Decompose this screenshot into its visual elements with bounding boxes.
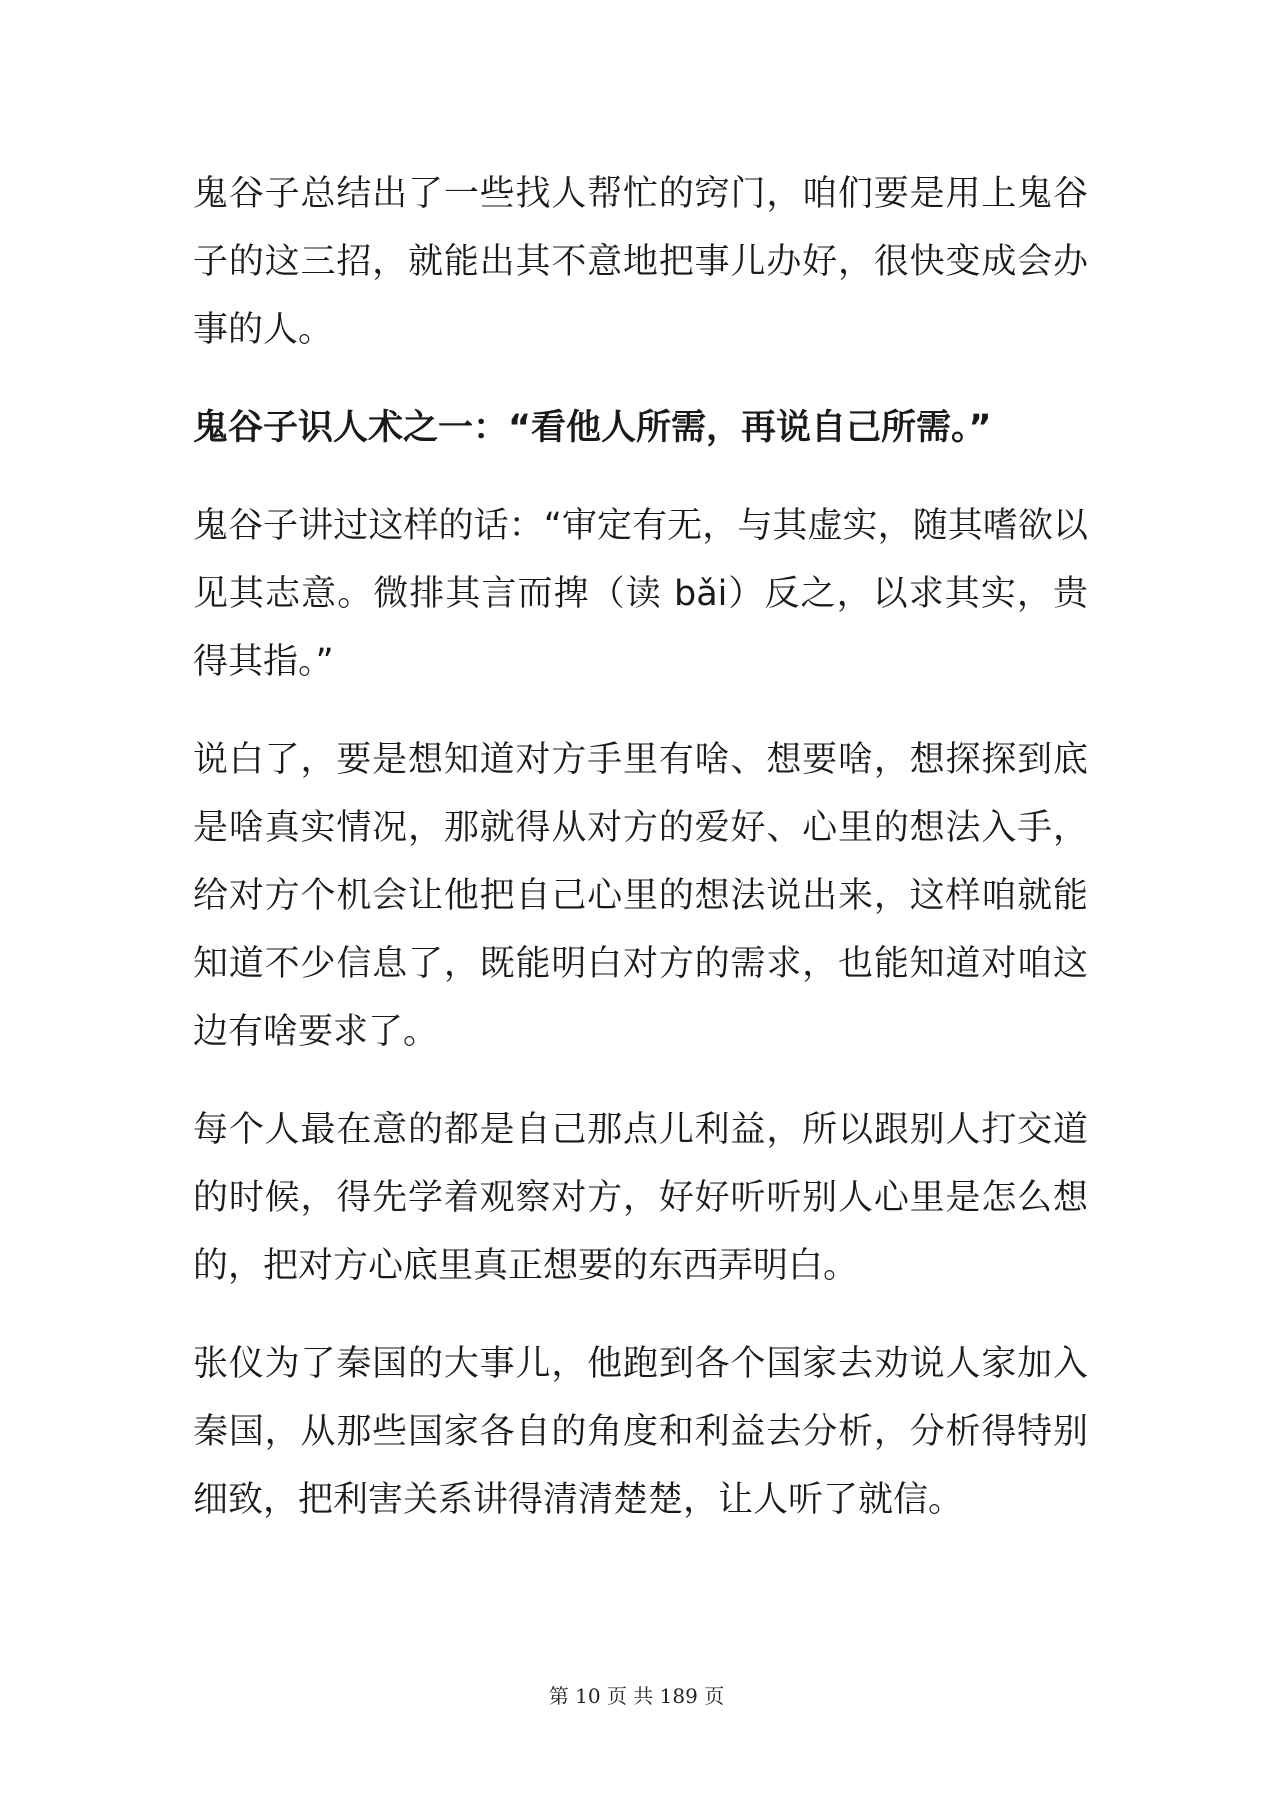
explanation-paragraph: 说白了，要是想知道对方手里有啥、想要啥，想探探到底是啥真实情况，那就得从对方的爱好、心里的想法入手，给对方个机会让他把自己心里的想法说出来，这样咱就能知道不少信息了，既能明白对方的需求，也能知道对咱这边有啥要求了。: [193, 740, 1088, 1052]
page-number: 第 10 页 共 189 页: [548, 1684, 725, 1708]
quote-paragraph: 鬼谷子讲过这样的话：“审定有无，与其虚实，随其嗜欲以见其志意。微排其言而捭（读 bǎi）反之，以求其实，贵得其指。”: [193, 506, 1088, 682]
interest-paragraph: 每个人最在意的都是自己那点儿利益，所以跟别人打交道的时候，得先学着观察对方，好好听听别人心里是怎么想的，把对方心底里真正想要的东西弄明白。: [193, 1110, 1088, 1286]
page-content: [193, 160, 1088, 1564]
intro-paragraph: 鬼谷子总结出了一些找人帮忙的窍门，咱们要是用上鬼谷子的这三招，就能出其不意地把事儿办好，很快变成会办事的人。: [193, 174, 1088, 350]
zhangyi-paragraph: 张仪为了秦国的大事儿，他跑到各个国家去劝说人家加入秦国，从那些国家各自的角度和利益去分析，分析得特别细致，把利害关系讲得清清楚楚，让人听了就信。: [193, 1344, 1088, 1520]
section-heading: 鬼谷子识人术之一：“看他人所需，再说自己所需。”: [193, 408, 992, 448]
